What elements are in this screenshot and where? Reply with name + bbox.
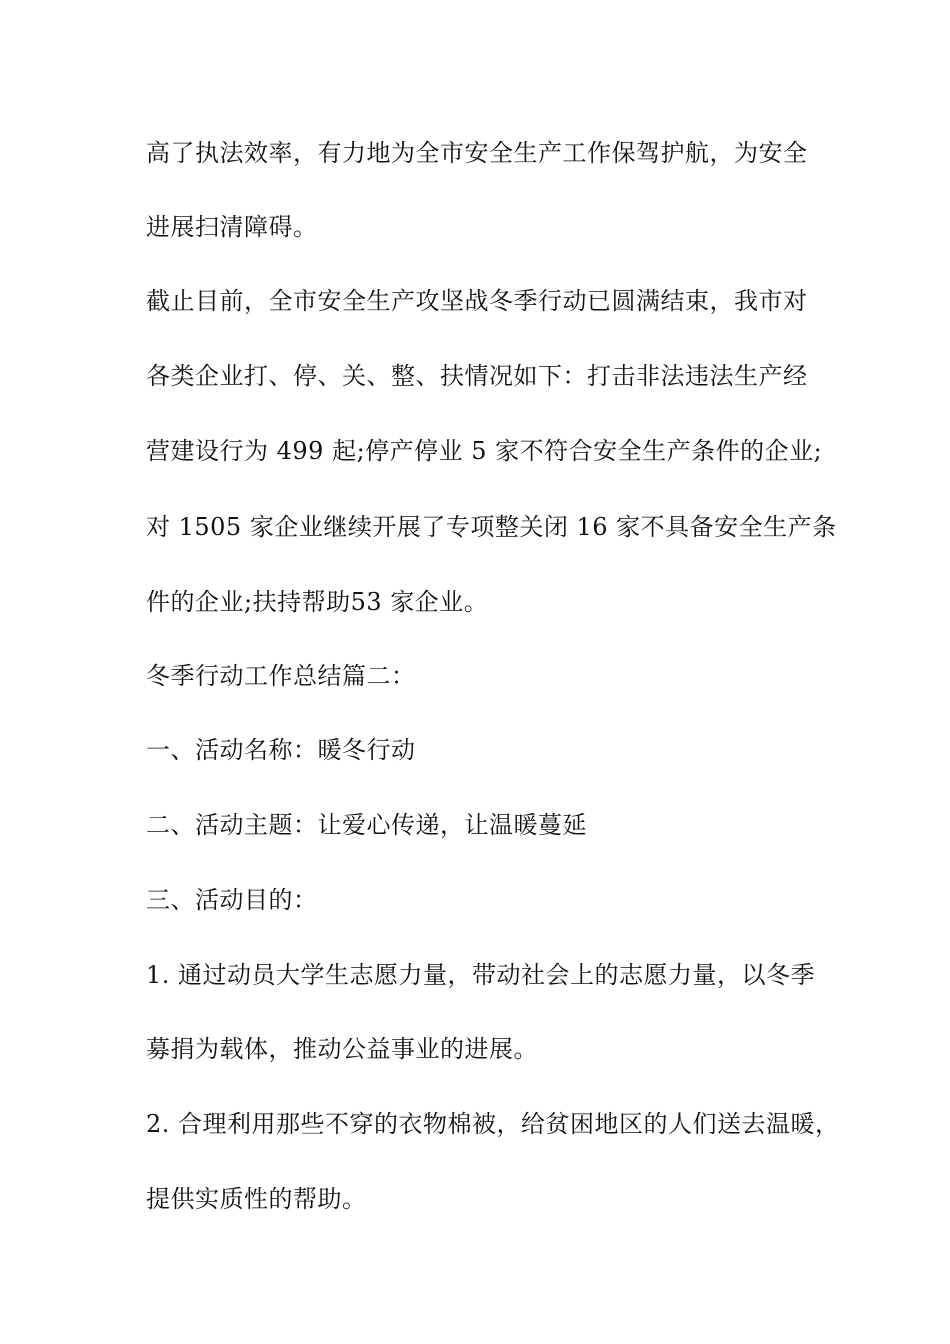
- text-line: 各类企业打、停、关、整、扶情况如下：打击非法违法生产经: [146, 362, 808, 390]
- text-line: 募捐为载体，推动公益事业的进展。: [146, 1035, 538, 1063]
- text-line: 三、活动目的：: [146, 886, 318, 914]
- text-line: 高了执法效率，有力地为全市安全生产工作保驾护航，为安全: [146, 139, 808, 167]
- text-line: 截止目前，全市安全生产攻坚战冬季行动已圆满结束，我市对: [146, 287, 808, 315]
- section-heading: 冬季行动工作总结篇二：: [146, 662, 416, 690]
- text-line: 二、活动主题：让爱心传递，让温暖蔓延: [146, 811, 587, 839]
- text-line: 1. 通过动员大学生志愿力量，带动社会上的志愿力量，以冬季: [146, 961, 816, 989]
- text-line: 2. 合理利用那些不穿的衣物棉被，给贫困地区的人们送去温暖，: [146, 1110, 840, 1138]
- text-line: 提供实质性的帮助。: [146, 1185, 367, 1213]
- text-line: 一、活动名称：暖冬行动: [146, 736, 416, 764]
- text-line: 进展扫清障碍。: [146, 213, 318, 241]
- text-line: 件的企业;扶持帮助53 家企业。: [146, 588, 489, 616]
- text-line: 对 1505 家企业继续开展了专项整关闭 16 家不具备安全生产条: [146, 513, 837, 541]
- text-line: 营建设行为 499 起;停产停业 5 家不符合安全生产条件的企业;: [146, 437, 823, 465]
